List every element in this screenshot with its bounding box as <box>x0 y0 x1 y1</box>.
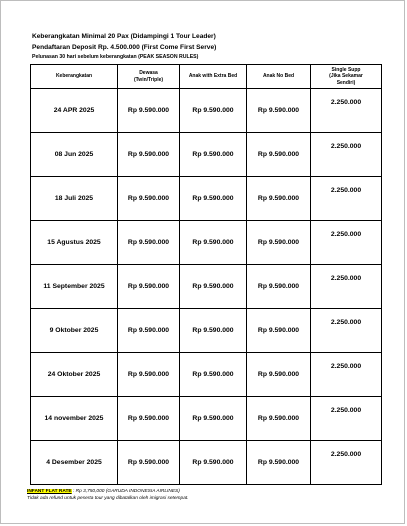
departure-date: 15 Agustus 2025 <box>31 221 118 265</box>
child-extra-bed-price: Rp 9.590.000 <box>180 265 247 309</box>
col-header-child-no-bed: Anak No Bed <box>247 65 311 89</box>
child-extra-bed-price: Rp 9.590.000 <box>180 133 247 177</box>
table-row <box>31 353 382 397</box>
adult-price: Rp 9.590.000 <box>118 221 180 265</box>
table-row <box>31 397 382 441</box>
single-supplement-price: 2.250.000 <box>311 133 382 177</box>
col-header-adult: Dewasa (Twin/Triple) <box>118 65 180 89</box>
col-header-departure: Keberangkatan <box>31 65 118 89</box>
table-row <box>31 265 382 309</box>
child-no-bed-price: Rp 9.590.000 <box>247 353 311 397</box>
adult-price: Rp 9.590.000 <box>118 89 180 133</box>
child-no-bed-price: Rp 9.590.000 <box>247 89 311 133</box>
single-supplement-price: 2.250.000 <box>311 265 382 309</box>
child-extra-bed-price: Rp 9.590.000 <box>180 89 247 133</box>
child-no-bed-price: Rp 9.590.000 <box>247 309 311 353</box>
child-no-bed-price: Rp 9.590.000 <box>247 441 311 485</box>
departure-date: 24 APR 2025 <box>31 89 118 133</box>
single-supplement-price: 2.250.000 <box>311 177 382 221</box>
infant-rate-label: INFANT FLAT RATE <box>27 489 72 494</box>
departure-date: 08 Jun 2025 <box>31 133 118 177</box>
adult-price: Rp 9.590.000 <box>118 265 180 309</box>
document-header <box>32 31 216 62</box>
table-row <box>31 177 382 221</box>
departure-date: 11 September 2025 <box>31 265 118 309</box>
departure-price-table <box>30 64 382 485</box>
child-no-bed-price: Rp 9.590.000 <box>247 177 311 221</box>
payment-deadline-note: Pelunasan 30 hari sebelum keberangkatan (PEAK SEASON RULES) <box>32 54 199 60</box>
adult-price: Rp 9.590.000 <box>118 397 180 441</box>
departure-date: 14 november 2025 <box>31 397 118 441</box>
departure-date: 4 Desember 2025 <box>31 441 118 485</box>
child-no-bed-price: Rp 9.590.000 <box>247 397 311 441</box>
table-row <box>31 221 382 265</box>
child-extra-bed-price: Rp 9.590.000 <box>180 397 247 441</box>
infant-rate-line <box>27 488 189 495</box>
single-supplement-price: 2.250.000 <box>311 89 382 133</box>
child-extra-bed-price: Rp 9.590.000 <box>180 353 247 397</box>
deposit-note: Pendaftaran Deposit Rp. 4.500.000 (First Come First Serve) <box>32 44 217 51</box>
child-extra-bed-price: Rp 9.590.000 <box>180 221 247 265</box>
single-supplement-price: 2.250.000 <box>311 441 382 485</box>
adult-price: Rp 9.590.000 <box>118 133 180 177</box>
adult-price: Rp 9.590.000 <box>118 441 180 485</box>
child-no-bed-price: Rp 9.590.000 <box>247 133 311 177</box>
departure-date: 18 Juli 2025 <box>31 177 118 221</box>
document-footer <box>27 488 189 502</box>
table-row <box>31 89 382 133</box>
infant-rate-value: : Rp 3,750,000 (GARUDA INDONESIA AIRLINES) <box>72 489 180 494</box>
child-no-bed-price: Rp 9.590.000 <box>247 221 311 265</box>
single-supplement-price: 2.250.000 <box>311 309 382 353</box>
adult-price: Rp 9.590.000 <box>118 177 180 221</box>
single-supplement-price: 2.250.000 <box>311 397 382 441</box>
col-header-single-supplement: Single Supp (Jika Sekamar Sendiri) <box>311 65 382 89</box>
table-row <box>31 309 382 353</box>
refund-note: Tidak ada refund untuk peserta tour yang dibatalkan oleh imigrasi setempat. <box>27 496 189 501</box>
departure-date: 9 Oktober 2025 <box>31 309 118 353</box>
child-no-bed-price: Rp 9.590.000 <box>247 265 311 309</box>
col-header-child-extra-bed: Anak with Extra Bed <box>180 65 247 89</box>
table-header-row <box>31 65 382 89</box>
child-extra-bed-price: Rp 9.590.000 <box>180 177 247 221</box>
departure-date: 24 Oktober 2025 <box>31 353 118 397</box>
child-extra-bed-price: Rp 9.590.000 <box>180 309 247 353</box>
minimum-pax-note: Keberangkatan Minimal 20 Pax (Didampingi 1 Tour Leader) <box>32 33 216 40</box>
single-supplement-price: 2.250.000 <box>311 221 382 265</box>
child-extra-bed-price: Rp 9.590.000 <box>180 441 247 485</box>
table-row <box>31 441 382 485</box>
adult-price: Rp 9.590.000 <box>118 309 180 353</box>
table-row <box>31 133 382 177</box>
single-supplement-price: 2.250.000 <box>311 353 382 397</box>
adult-price: Rp 9.590.000 <box>118 353 180 397</box>
